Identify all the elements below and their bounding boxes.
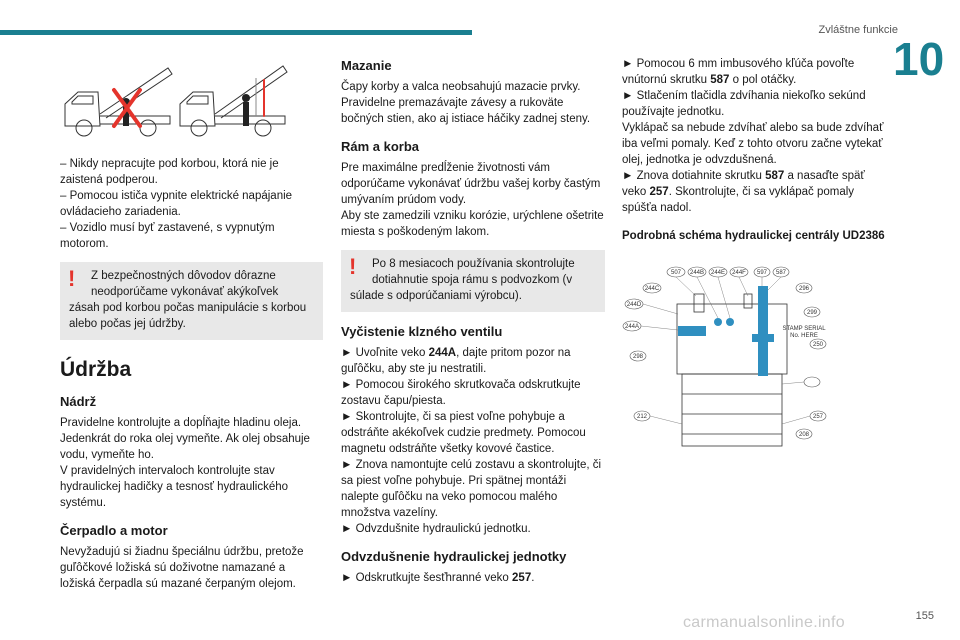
header-title: Zvláštne funkcie [818, 24, 898, 36]
part-ref: 244A [428, 347, 457, 359]
text-run: . Skontrolujte, či sa vyklápač pomaly spúšťa nadol. [622, 186, 855, 214]
list-item: – Vozidlo musí byť zastavené, s vypnutým motorom. [60, 222, 275, 250]
subsection-title: Odvzdušnenie hydraulickej jednotky [341, 549, 567, 564]
paragraph: ► Stlačením tlačidla zdvíhania niekoľko sekúnd používajte jednotku. [622, 90, 866, 118]
subsection-title: Nádrž [60, 394, 97, 409]
text-run: ► Uvoľnite veko [341, 347, 429, 359]
text-run: ► Odskrutkujte šesťhranné veko [341, 572, 513, 584]
column-middle [341, 56, 605, 586]
tipper-truck-illustration [60, 56, 290, 144]
text-run: ► Znova dotiahnite skrutku [622, 170, 766, 182]
warning-box [341, 250, 605, 312]
schema-label: 244E [710, 270, 726, 276]
warning-box [60, 262, 323, 340]
schema-label: 597 [756, 270, 768, 276]
schema-label: 587 [775, 270, 787, 276]
text-run: , dajte pritom pozor na guľôčku, aby ste ju nestratili. [341, 347, 571, 375]
schema-label: 244C [644, 286, 660, 292]
part-ref: 257 [512, 572, 532, 584]
schema-label: 212 [636, 414, 648, 420]
paragraph: ► Znova namontujte celú zostavu a skontrolujte, či sa piest voľne pohybuje. Pri spätnej montáži nalepte guľôčku na veko pomocou malého množstva vazelíny. [341, 459, 602, 519]
warning-text: zásah pod korbou počas manipulácie s korbou alebo počas jej údržby. [69, 302, 307, 330]
schema-title: Podrobná schéma hydraulickej centrály UD2386 [622, 230, 885, 242]
text-run: . [531, 572, 535, 584]
part-ref: 587 [710, 74, 730, 86]
hydraulic-schema-diagram [622, 264, 854, 460]
schema-label: 298 [632, 354, 644, 360]
warning-text: Po 8 mesiacoch používania skontrolujte dotiahnutie spoja rámu s podvozkom (v [372, 258, 575, 286]
schema-label: 244D [626, 302, 642, 308]
paragraph [622, 56, 886, 88]
schema-label: 208 [798, 432, 810, 438]
schema-label: 250 [812, 342, 824, 348]
schema-label: 299 [806, 310, 818, 316]
header-accent-bar [0, 30, 472, 35]
paragraph: ► Pomocou širokého skrutkovača odskrutkujte zostavu čapu/piesta. [341, 379, 581, 407]
paragraph: Aby ste zamedzili vzniku korózie, urýchlene ošetrite miesta s poškodeným lakom. [341, 210, 604, 238]
paragraph: Pre maximálne predĺženie životnosti vám odporúčame vykonávať údržbu vašej korby častým umývaním prúdom vody. [341, 162, 601, 206]
schema-label: 244B [689, 270, 705, 276]
subsection-title: Rám a korba [341, 139, 420, 154]
paragraph: Nevyžadujú si žiadnu špeciálnu údržbu, pretože guľôčkové ložiská sú doživotne namazané a ložiská čerpadla sú mazané čerpaným olejom. [60, 546, 304, 590]
subsection-title: Čerpadlo a motor [60, 523, 168, 538]
paragraph: ► Odvzdušnite hydraulickú jednotku. [341, 523, 531, 535]
subsection-title: Mazanie [341, 58, 392, 73]
part-ref: 587 [765, 170, 785, 182]
page-number: 155 [915, 610, 934, 622]
paragraph: V pravidelných intervaloch kontrolujte stav hydraulickej hadičky a tesnosť hydraulického systému. [60, 465, 289, 509]
chapter-number: 10 [893, 33, 945, 85]
paragraph [341, 345, 605, 377]
paragraph: Vyklápač sa nebude zdvíhať alebo sa bude zdvíhať iba veľmi pomaly. Keď z tohto otvoru začne vytekať olej, jednotka je odvzdušnená. [622, 122, 884, 166]
schema-label: No. HERE [790, 333, 818, 339]
column-left [60, 56, 323, 592]
list-item: – Nikdy nepracujte pod korbou, ktorá nie je zaistená podperou. [60, 158, 279, 186]
paragraph: ► Skontrolujte, či sa piest voľne pohybuje a odstráňte akékoľvek cudzie predmety. Pomocou magnetu odstráňte všetky kovové častice. [341, 411, 586, 455]
watermark: carmanualsonline.info [683, 614, 845, 631]
schema-label: 244A [624, 324, 640, 330]
schema-label: 296 [798, 286, 810, 292]
part-ref: 257 [649, 186, 669, 198]
warning-icon: ! [349, 254, 357, 279]
subsection-title: Vyčistenie klzného ventilu [341, 324, 503, 339]
text-run: ► Pomocou 6 mm imbusového kľúča povoľte vnútornú skrutku [622, 58, 855, 86]
paragraph: Čapy korby a valca neobsahujú mazacie prvky. Pravidelne premazávajte závesy a rukoväte bočných stien, ako aj istiace háčiky zadnej steny. [341, 81, 591, 125]
list-item: – Pomocou ističa vypnite elektrické napájanie ovládacieho zariadenia. [60, 190, 293, 218]
schema-label: 257 [812, 414, 824, 420]
paragraph: Pravidelne kontrolujte a dopĺňajte hladinu oleja. Jedenkrát do roka olej vymeňte. Ak olej obsahuje vodu, vymeňte ho. [60, 417, 310, 461]
schema-label: STAMP SERIAL [782, 326, 826, 332]
warning-text: súlade s odporúčaniami výrobcu). [350, 290, 522, 302]
schema-label: 244F [732, 270, 746, 276]
text-run: o pol otáčky. [729, 74, 797, 86]
warning-text: Z bezpečnostných dôvodov dôrazne neodporúčame vykonávať akýkoľvek [91, 270, 279, 298]
column-right [622, 56, 886, 460]
paragraph [622, 168, 886, 216]
warning-icon: ! [68, 266, 76, 291]
paragraph [341, 570, 605, 586]
schema-label: 507 [670, 270, 682, 276]
section-title: Údržba [60, 358, 132, 381]
text-run: a nasaďte späť veko [622, 170, 865, 198]
